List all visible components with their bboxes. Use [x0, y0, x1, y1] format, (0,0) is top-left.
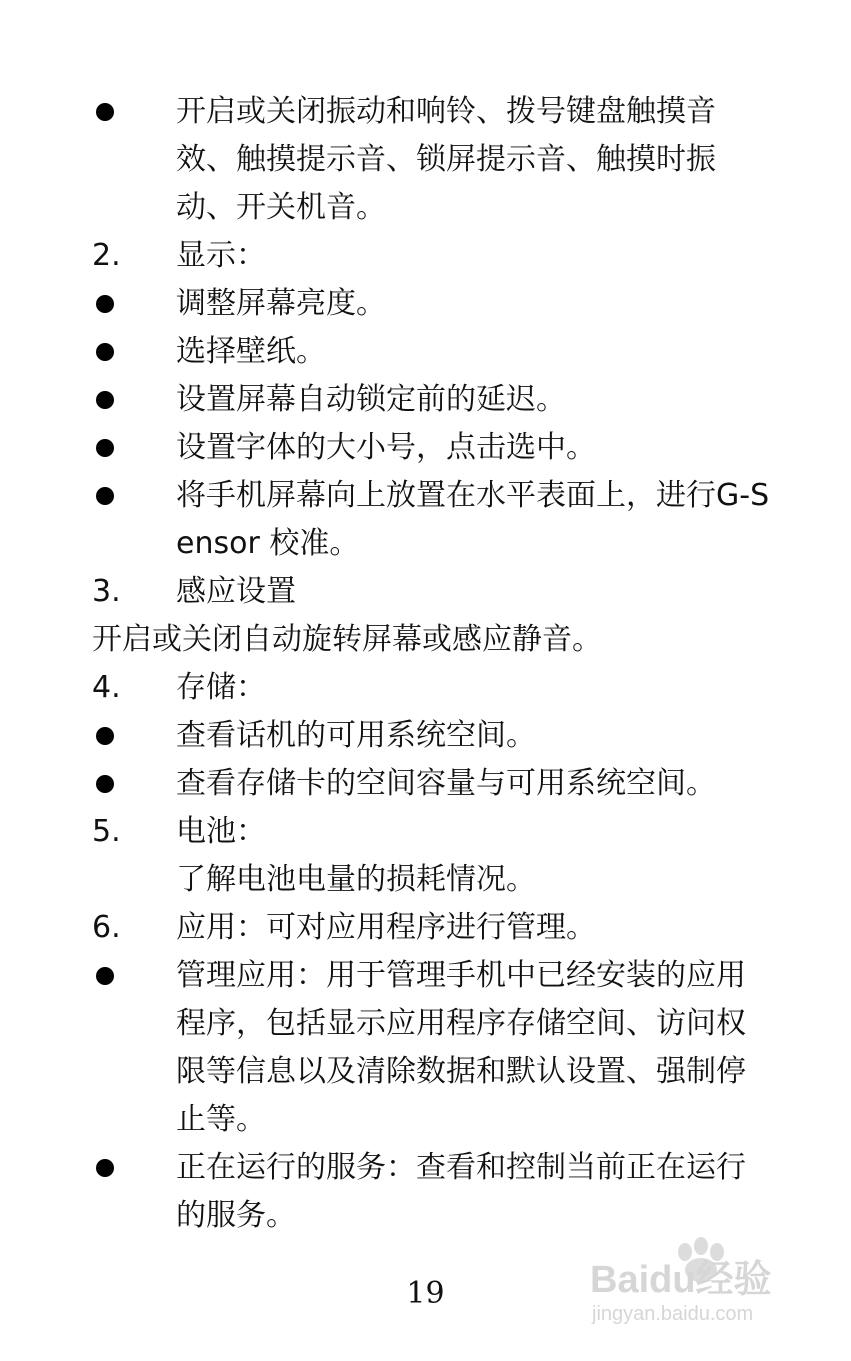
section-heading-text: 应用：可对应用程序进行管理。 — [176, 910, 596, 945]
indented-text: 了解电池电量的损耗情况。 — [176, 862, 536, 897]
section-heading-text: 存储： — [176, 670, 266, 705]
list-item — [92, 1144, 772, 1240]
list-item-text: 设置字体的大小号，点击选中。 — [176, 430, 596, 465]
bullet — [92, 280, 176, 328]
page-number: 19 — [406, 1276, 445, 1311]
list-item-text: 选择壁纸。 — [176, 334, 326, 369]
list-item — [92, 712, 772, 760]
section-heading — [92, 808, 772, 856]
manual-content — [92, 88, 772, 1240]
section-heading-text: 显示： — [176, 238, 266, 273]
bullet — [92, 472, 176, 520]
list-item — [92, 376, 772, 424]
list-item — [92, 952, 772, 1144]
baidu-jingyan-watermark — [580, 1232, 810, 1332]
section-number: 5. — [92, 814, 121, 849]
list-item-text: 正在运行的服务：查看和控制当前正在运行的服务。 — [176, 1150, 746, 1233]
watermark-url: jingyan.baidu.com — [592, 1303, 754, 1325]
list-item — [92, 280, 772, 328]
list-item — [92, 760, 772, 808]
section-number: 6. — [92, 910, 121, 945]
list-item-text: 将手机屏幕向上放置在水平表面上，进行G-Sensor 校准。 — [176, 478, 770, 561]
list-item-text: 设置屏幕自动锁定前的延迟。 — [176, 382, 566, 417]
list-item-text: 开启或关闭振动和响铃、拨号键盘触摸音效、触摸提示音、锁屏提示音、触摸时振动、开关机音。 — [176, 94, 716, 225]
list-item — [92, 88, 772, 232]
section-heading — [92, 904, 772, 952]
bullet — [92, 712, 176, 760]
bullet — [92, 88, 176, 136]
section-heading — [92, 664, 772, 712]
list-item-text: 调整屏幕亮度。 — [176, 286, 386, 321]
list-item — [92, 472, 772, 568]
bullet — [92, 376, 176, 424]
watermark-logo-text: Baidu经验 — [590, 1259, 772, 1301]
section-heading — [92, 232, 772, 280]
list-item — [92, 328, 772, 376]
bullet — [92, 1144, 176, 1192]
bullet — [92, 328, 176, 376]
section-number: 4. — [92, 670, 121, 705]
paragraph: 开启或关闭自动旋转屏幕或感应静音。 — [92, 622, 602, 657]
section-number: 3. — [92, 574, 121, 609]
section-heading — [92, 568, 772, 616]
section-heading-text: 电池： — [176, 814, 266, 849]
section-number: 2. — [92, 238, 121, 273]
list-item-text: 管理应用：用于管理手机中已经安装的应用程序，包括显示应用程序存储空间、访问权限等信息以及清除数据和默认设置、强制停止等。 — [176, 958, 746, 1137]
indented-paragraph — [92, 856, 772, 904]
bullet — [92, 952, 176, 1000]
bullet — [92, 424, 176, 472]
section-heading-text: 感应设置 — [176, 574, 296, 609]
list-item-text: 查看话机的可用系统空间。 — [176, 718, 536, 753]
list-item-text: 查看存储卡的空间容量与可用系统空间。 — [176, 766, 716, 801]
list-item — [92, 424, 772, 472]
bullet — [92, 760, 176, 808]
